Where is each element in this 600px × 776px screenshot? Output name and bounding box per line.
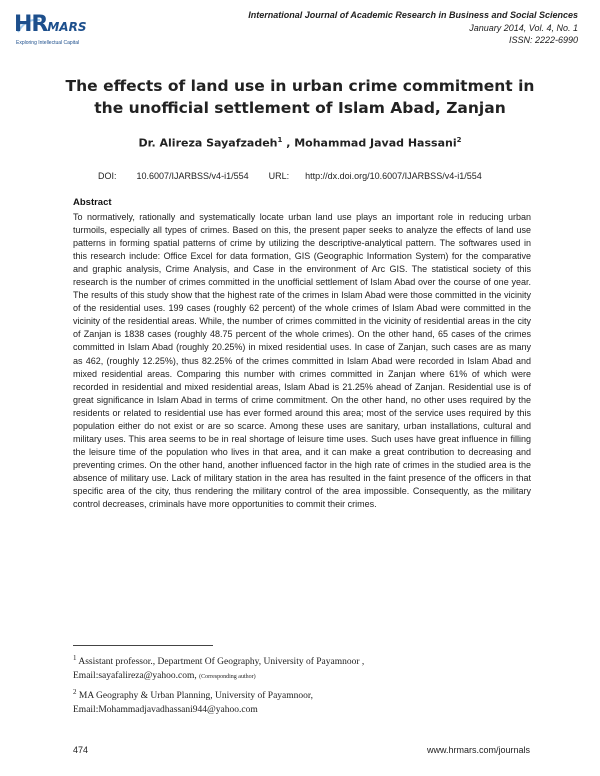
url-label: URL: [268,171,290,181]
journal-header [248,9,578,47]
author-2: Mohammad Javad Hassani [294,136,457,150]
footnote-2: $^2$ MA Geography & Urban Planning, University of Payamnoor, [73,687,314,701]
author-1-mark: 1 [277,136,283,144]
footnotes [73,651,364,717]
journal-issn: ISSN: 2222-6990 [508,35,578,45]
doi-label: DOI: [98,171,117,181]
title-line-2: the unofficial settlement of Islam Abad, Zanjan [94,99,506,117]
abstract-body: To normatively, rationally and systematically locate urban land use plays an important role in reducing urban turmoils, especially all types of crimes. Based on this, the present paper seeks to analyze the effects of land use patterns in forming spatial patterns of crime by utilizing the descriptive-analytical pattern. The softwares used in this research include: Office Excel for data formation, GIS (Geographic Information System) for the comparative and graphic analysis, Crime Analysis, and Case in the environment of Arc GIS. The statistical society of this research is the number of crimes committed in the unofficial settlement of Islam Abad over the course of one year. The results of this study show that the highest rate of the crimes in Islam Abad were those committed in the vicinity of the residential uses. 199 cases (roughly 62 percent) of the whole crimes of Islam Abad were committed in the vicinity of the residential areas. While, the number of crimes committed in the vicinity of residential areas in the city of Zanjan is 1838 cases (roughly 48.75 percent of the whole crimes). On the other hand, 65 cases of the crimes committed in Islam Abad (roughly 20.25%) in mixed residential uses. In case of Zanjan, such cases are as many as 462, (roughly 12.25%), thus 82.25% of the crimes committed in Islam Abad were recorded in Islam Abad and mixed residential areas. Comparing this number with crimes committed in Zanjan where 61% of which were recorded in residential and mixed residential areas, Islam Abad is 21.25% ahead of Zanjan. Residential use is of great significance in Islam Abad in terms of crime commitment. On the other hand, no other uses required by the residents or related to residential use has ever formed around this area; most of the service uses required by this population either do not exist or are so scarce. Among these uses are sanitary, urban installations, cultural and military uses. This area seems to be in real shortage of leisure time uses. Such uses have great influence in filling the leisure time of the population who lives in that area, and it can make a great contribution to decreasing and preventing crimes. On the other hand, another influenced factor in the high rate of crimes in the studied area is the absence of military use. Lack of military station in the area has resulted in the faint presence of the officers in that specific area of the city, thus rendering the military control of the area impossible. Consequently, as the military control decreases, criminals have more opportunities to commit their crimes. [73,212,531,510]
doi-value: 10.6007/IJARBSS/v4-i1/554 [136,171,249,181]
footnote-1: $^1$ Assistant professor., Department Of Geography, University of Payamnoor , [73,654,365,668]
journal-name: International Journal of Academic Research in Business and Social Sciences [248,10,578,20]
logo-wordmark: HRMARS [14,12,87,37]
footnote-1-mark: 1 [73,654,77,662]
doi-line [98,171,482,181]
paper-title [40,75,560,119]
abstract-heading: Abstract [73,197,112,208]
footnote-divider [73,645,213,646]
author-1: Dr. Alireza Sayafzadeh [138,136,278,150]
journal-logo [14,12,102,56]
title-line-1: The effects of land use in urban crime commitment in [65,77,535,95]
logo-tagline: Exploring Intellectual Capital [16,40,80,46]
footnote-2-mark: 2 [73,687,77,696]
page-number: 474 [73,745,89,755]
footnote-1-email[interactable]: Email:sayafalireza@yahoo.com, [73,671,200,682]
footnote-1-email-line [73,669,364,684]
journal-issue: January 2014, Vol. 4, No. 1 [469,22,578,33]
author-2-mark: 2 [456,136,462,144]
url-link[interactable]: http://dx.doi.org/10.6007/IJARBSS/v4-i1/554 [305,171,482,181]
author-list [0,136,600,150]
footnote-2-email[interactable]: Email:Mohammadjavadhassani944@yahoo.com [73,704,258,715]
corresponding-note: (Corresponding author) [199,674,256,681]
footer-website[interactable]: www.hrmars.com/journals [426,745,530,755]
author-separator: , [282,136,295,150]
